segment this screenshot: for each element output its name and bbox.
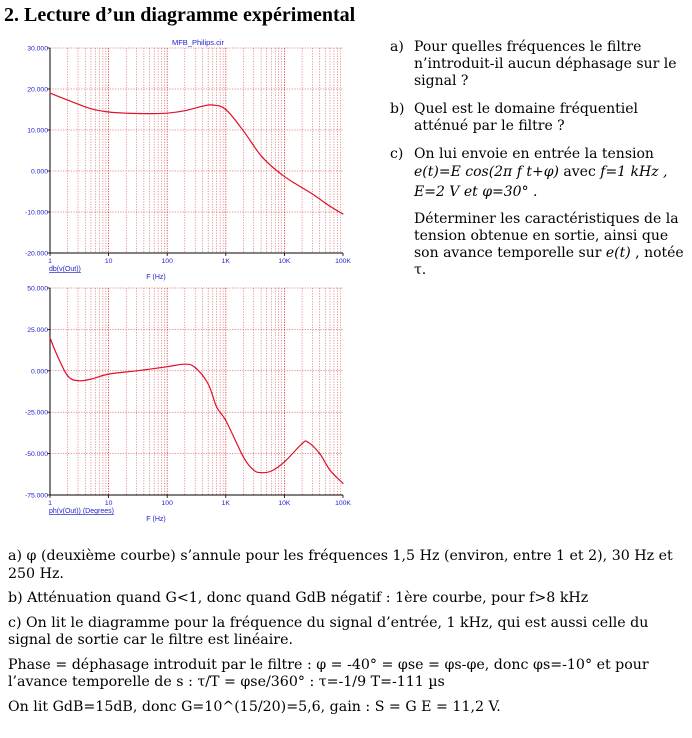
question-c-line: , notée <box>635 245 684 261</box>
gain-data-point <box>167 113 168 114</box>
phase-data-point <box>167 366 168 367</box>
answer-phase: Phase = déphasage introduit par le filtre : φ = -40° = φse = φs-φe, donc φs=-10° et pour l’avance temporelle de s : τ/T = φse/360° : τ=-1/9 T=-111 µs <box>8 656 649 690</box>
phase-y-tick-label: -75.000 <box>24 492 48 500</box>
gain-x-tick-label: 100K <box>335 258 351 265</box>
question-c-line: Déterminer les caractéristiques de la <box>414 211 679 227</box>
answer-a: a) φ (deuxième courbe) s’annule pour les fréquences 1,5 Hz (environ, entre 1 et 2), 30 Hz et 250 Hz. <box>8 548 673 582</box>
gain-data-point <box>108 111 109 112</box>
phase-data-point <box>271 470 272 471</box>
phase-data-point <box>136 370 137 371</box>
answer-gain: On lit GdB=15dB, donc G=10^(15/20)=5,6, gain : S = G E = 11,2 V. <box>8 698 501 715</box>
gain-x-tick-label: 100 <box>161 258 173 265</box>
question-c-line: On lui envoie en entrée la tension <box>414 146 654 162</box>
gain-data-point <box>294 183 295 184</box>
phase-data-point <box>49 337 50 338</box>
phase-data-point <box>329 470 330 471</box>
phase-x-tick-label: 100 <box>161 500 173 507</box>
question-c-label: c) <box>390 146 404 162</box>
phase-data-point <box>67 375 68 376</box>
phase-data-point <box>260 472 261 473</box>
phase-y-tick-label: -50.000 <box>24 451 48 459</box>
phase-data-point <box>108 374 109 375</box>
gain-data-point <box>260 155 261 156</box>
gain-x-tick-label: 1K <box>221 258 230 265</box>
phase-y-tick-label: 25.000 <box>27 326 48 334</box>
gain-x-tick-label: 10 <box>104 258 113 265</box>
answer-c: c) On lit le diagramme pour la fréquence du signal d’entrée, 1 kHz, qui est aussi celle du signal de sortie car le filtre est linéaire. <box>8 614 649 648</box>
question-a-label: a) <box>390 39 404 55</box>
phase-y-label: ph(v(Out)) (Degrees) <box>49 508 114 515</box>
gain-series-line <box>50 93 343 214</box>
question-a-line: signal ? <box>414 73 469 89</box>
gain-data-point <box>202 106 203 107</box>
phase-data-point <box>184 364 185 365</box>
page-title: 2. Lecture d’un diagramme expérimental <box>4 4 356 26</box>
gain-data-point <box>225 109 226 110</box>
gain-y-tick-label: 20.000 <box>27 86 48 94</box>
gain-chart <box>25 46 351 282</box>
gain-data-point <box>329 206 330 207</box>
phase-data-point <box>195 367 196 368</box>
frequency-value: f=1 kHz , <box>600 164 668 180</box>
question-b-label: b) <box>390 101 405 117</box>
gain-y-tick-label: 10.000 <box>27 127 48 135</box>
answers <box>8 548 688 723</box>
phase-data-point <box>307 441 308 442</box>
question-c-with: avec <box>563 164 596 180</box>
gain-data-point <box>90 108 91 109</box>
phase-data-point <box>225 420 226 421</box>
gain-y-label: db(v(Out)) <box>49 266 81 273</box>
gain-y-tick-label: 0.000 <box>30 168 48 176</box>
gain-data-point <box>67 99 68 100</box>
question-c-line: tension obtenue en sortie, ainsi que <box>414 228 669 244</box>
question-b-line: Quel est le domaine fréquentiel <box>414 101 639 117</box>
gain-data-point <box>342 213 343 214</box>
phase-x-tick-label: 10 <box>104 500 113 507</box>
gain-data-point <box>184 110 185 111</box>
question-b-line: atténué par le filtre ? <box>414 118 565 134</box>
phase-data-point <box>77 380 78 381</box>
phase-y-tick-label: -25.000 <box>24 409 48 417</box>
phase-data-point <box>284 461 285 462</box>
phase-series-line <box>50 338 343 484</box>
phase-y-tick-label: 50.000 <box>27 285 48 293</box>
gain-y-tick-label: 30.000 <box>27 45 48 53</box>
phase-data-point <box>56 354 57 355</box>
phase-x-tick-label: 1K <box>221 500 230 507</box>
phase-chart <box>25 286 351 524</box>
input-voltage-formula: e(t)=E cos(2π f t+φ) <box>414 164 559 180</box>
tau-symbol: τ. <box>414 262 427 278</box>
phase-y-tick-label: 0.000 <box>30 368 48 376</box>
phase-x-tick-label: 100K <box>335 500 351 507</box>
question-a-line: Pour quelles fréquences le filtre <box>414 39 642 55</box>
phase-x-label: F (Hz) <box>146 516 166 523</box>
phase-data-point <box>243 456 244 457</box>
amplitude-phase-values: E=2 V et φ=30° . <box>414 184 538 200</box>
gain-x-tick-label: 10K <box>278 258 291 265</box>
gain-data-point <box>49 93 50 94</box>
phase-data-point <box>342 483 343 484</box>
gain-data-point <box>126 113 127 114</box>
phase-data-point <box>208 383 209 384</box>
gain-data-point <box>212 104 213 105</box>
phase-x-tick-label: 10K <box>278 500 291 507</box>
gain-data-point <box>312 193 313 194</box>
phase-data-point <box>216 407 217 408</box>
chart-header: MFB_Philips.cir <box>171 38 225 47</box>
input-signal-symbol: e(t) <box>605 245 631 261</box>
gain-data-point <box>149 113 150 114</box>
gain-data-point <box>243 130 244 131</box>
phase-data-point <box>253 470 254 471</box>
phase-x-tick-label: 1 <box>48 500 52 507</box>
question-a-line: n’introduit-il aucun déphasage sur le <box>414 56 677 72</box>
bode-charts <box>0 36 375 536</box>
phase-data-point <box>301 443 302 444</box>
gain-x-label: F (Hz) <box>146 274 166 281</box>
gain-x-tick-label: 1 <box>48 258 52 265</box>
phase-data-point <box>319 453 320 454</box>
answer-b: b) Atténuation quand G<1, donc quand GdB négatif : 1ère courbe, pour f>8 kHz <box>8 590 589 606</box>
phase-data-point <box>90 378 91 379</box>
gain-data-point <box>278 172 279 173</box>
question-c-line: son avance temporelle sur <box>414 245 602 261</box>
gain-y-tick-label: -20.000 <box>24 250 48 258</box>
gain-y-tick-label: -10.000 <box>24 209 48 217</box>
